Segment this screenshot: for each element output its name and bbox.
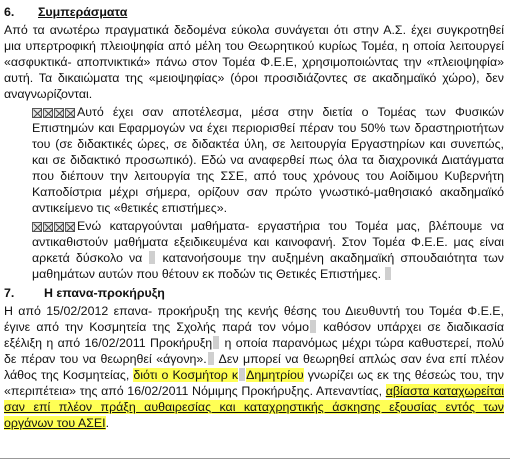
section-6-item-2 — [4, 218, 504, 282]
checkbox-marks-icon — [32, 108, 75, 118]
redaction-mark — [213, 336, 219, 349]
section-7-end: . — [105, 416, 110, 430]
redaction-mark — [310, 320, 316, 333]
section-6-item-2-text-b: κατανοήσουμε την αυξημένη ακαδημαϊκή σπουδαιότητα των μαθημάτων αυτών που θέτουν εκ ποδών τις Θετικές Επιστήμες. — [32, 251, 504, 281]
highlight-2: Δημητρίου — [246, 368, 304, 382]
section-6-item-1-text: Αυτό έχει σαν αποτέλεσμα, μέσα στην διετία ο Τομέας των Φυσικών Επιστημών και Εφαρμογών να έχει περιορισθεί πέραν του 50% των δραστηριοτήτων του (σε διδακτικές ώρες, σε διδακτέα ύλη, σε λειτουργία Εργαστηρίων και συνεπώς, και σε διδακτικό προσωπικό). Εδώ να αναφερθεί πως όλα τα διαχρονικά Διατάγματα που διέπουν την λειτουργία της ΣΣΕ, από τους χρόνους του Αοίδιμου Κυβερνήτη Καποδίστρια μέχρι σήμερα, ορίζουν σαν πρώτο γνωστικό-μαθησιακό ακαδημαϊκό αντικείμενο τις «θετικές επιστήμες». — [32, 105, 504, 215]
section-7-heading — [4, 285, 504, 301]
section-7-number: 7. — [4, 286, 15, 300]
section-6-item-2-text-a: Ενώ καταργούνται μαθήματα- εργαστήρια του Τομέα μας, βλέπουμε να αντικαθιστούν μαθήματα εξειδικευμένα και καινοφανή. Στον Τομέα Φ.Ε.Ε. μας είναι αρκετά δύσκολο να — [32, 219, 504, 265]
redaction-mark — [149, 251, 155, 264]
section-7-text-2: καθόσον υπάρχει σε διαδικασία εξέλιξη η από 16/02/2011 Προκήρυξη — [4, 320, 504, 350]
section-7-text-4: Δεν μπορεί να θεωρηθεί απλώς σαν ένα επί πλέον λάθος της Κοσμητείας, — [4, 352, 504, 382]
section-6-title: Συμπεράσματα — [38, 5, 128, 19]
section-7-text-1: Η από 15/02/2012 επανα- προκήρυξη της κενής θέσης του Διευθυντή του Τομέα Φ.Ε.Ε, έγινε από την Κοσμητεία της Σχολής παρά τον νόμο — [4, 304, 504, 334]
section-6-heading — [4, 4, 504, 20]
highlight-3: αβίαστα καταχωρείται σαν επί πλέον πράξη αυθαιρεσίας και καταχρηστικής άσκησης εξουσίας εντός των οργάνων του ΑΣΕΙ — [4, 384, 504, 430]
section-7-text-3: η οποία παρανόμως μέχρι τώρα καθυστερεί, πολύ δε πέραν του να θεωρηθεί «άγονη». — [4, 336, 505, 366]
redaction-mark — [239, 368, 245, 381]
section-7-paragraph — [4, 303, 504, 431]
section-6-number: 6. — [4, 5, 15, 19]
section-7-text-5: γνωρίζει ως εκ της θέσεώς του, την «περιπέτεια» της από 16/02/2011 Νόμιμης Προκήρυξης. Απεναντίας, — [4, 368, 504, 398]
highlight-1: διότι ο Κοσμήτορ κ — [133, 368, 239, 382]
redaction-mark — [385, 267, 391, 280]
section-7-title: Η επανα-προκήρυξη — [44, 286, 165, 300]
section-6-intro: Από τα ανωτέρω πραγματικά δεδομένα εύκολα συνάγεται ότι στην Α.Σ. έχει συγκροτηθεί μια υπερτροφική πλειοψηφία από μέλη του Θεωρητικού κυρίως Τομέα, η οποία λειτουργεί «ασφυκτικά- αποπνικτικά» πάνω στον Τομέα Φ.Ε.Ε, χρησιμοποιώντας την «πλειοψηφία» αυτή. Τα δικαιώματα της «μειοψηφίας» (όροι προσιδιάζοντες σε ακαδημαϊκό χώρο), δεν αναγνωρίζονται. — [4, 23, 504, 101]
section-6-item-1 — [4, 104, 504, 216]
redaction-mark — [208, 352, 214, 365]
checkbox-marks-icon — [32, 222, 75, 232]
